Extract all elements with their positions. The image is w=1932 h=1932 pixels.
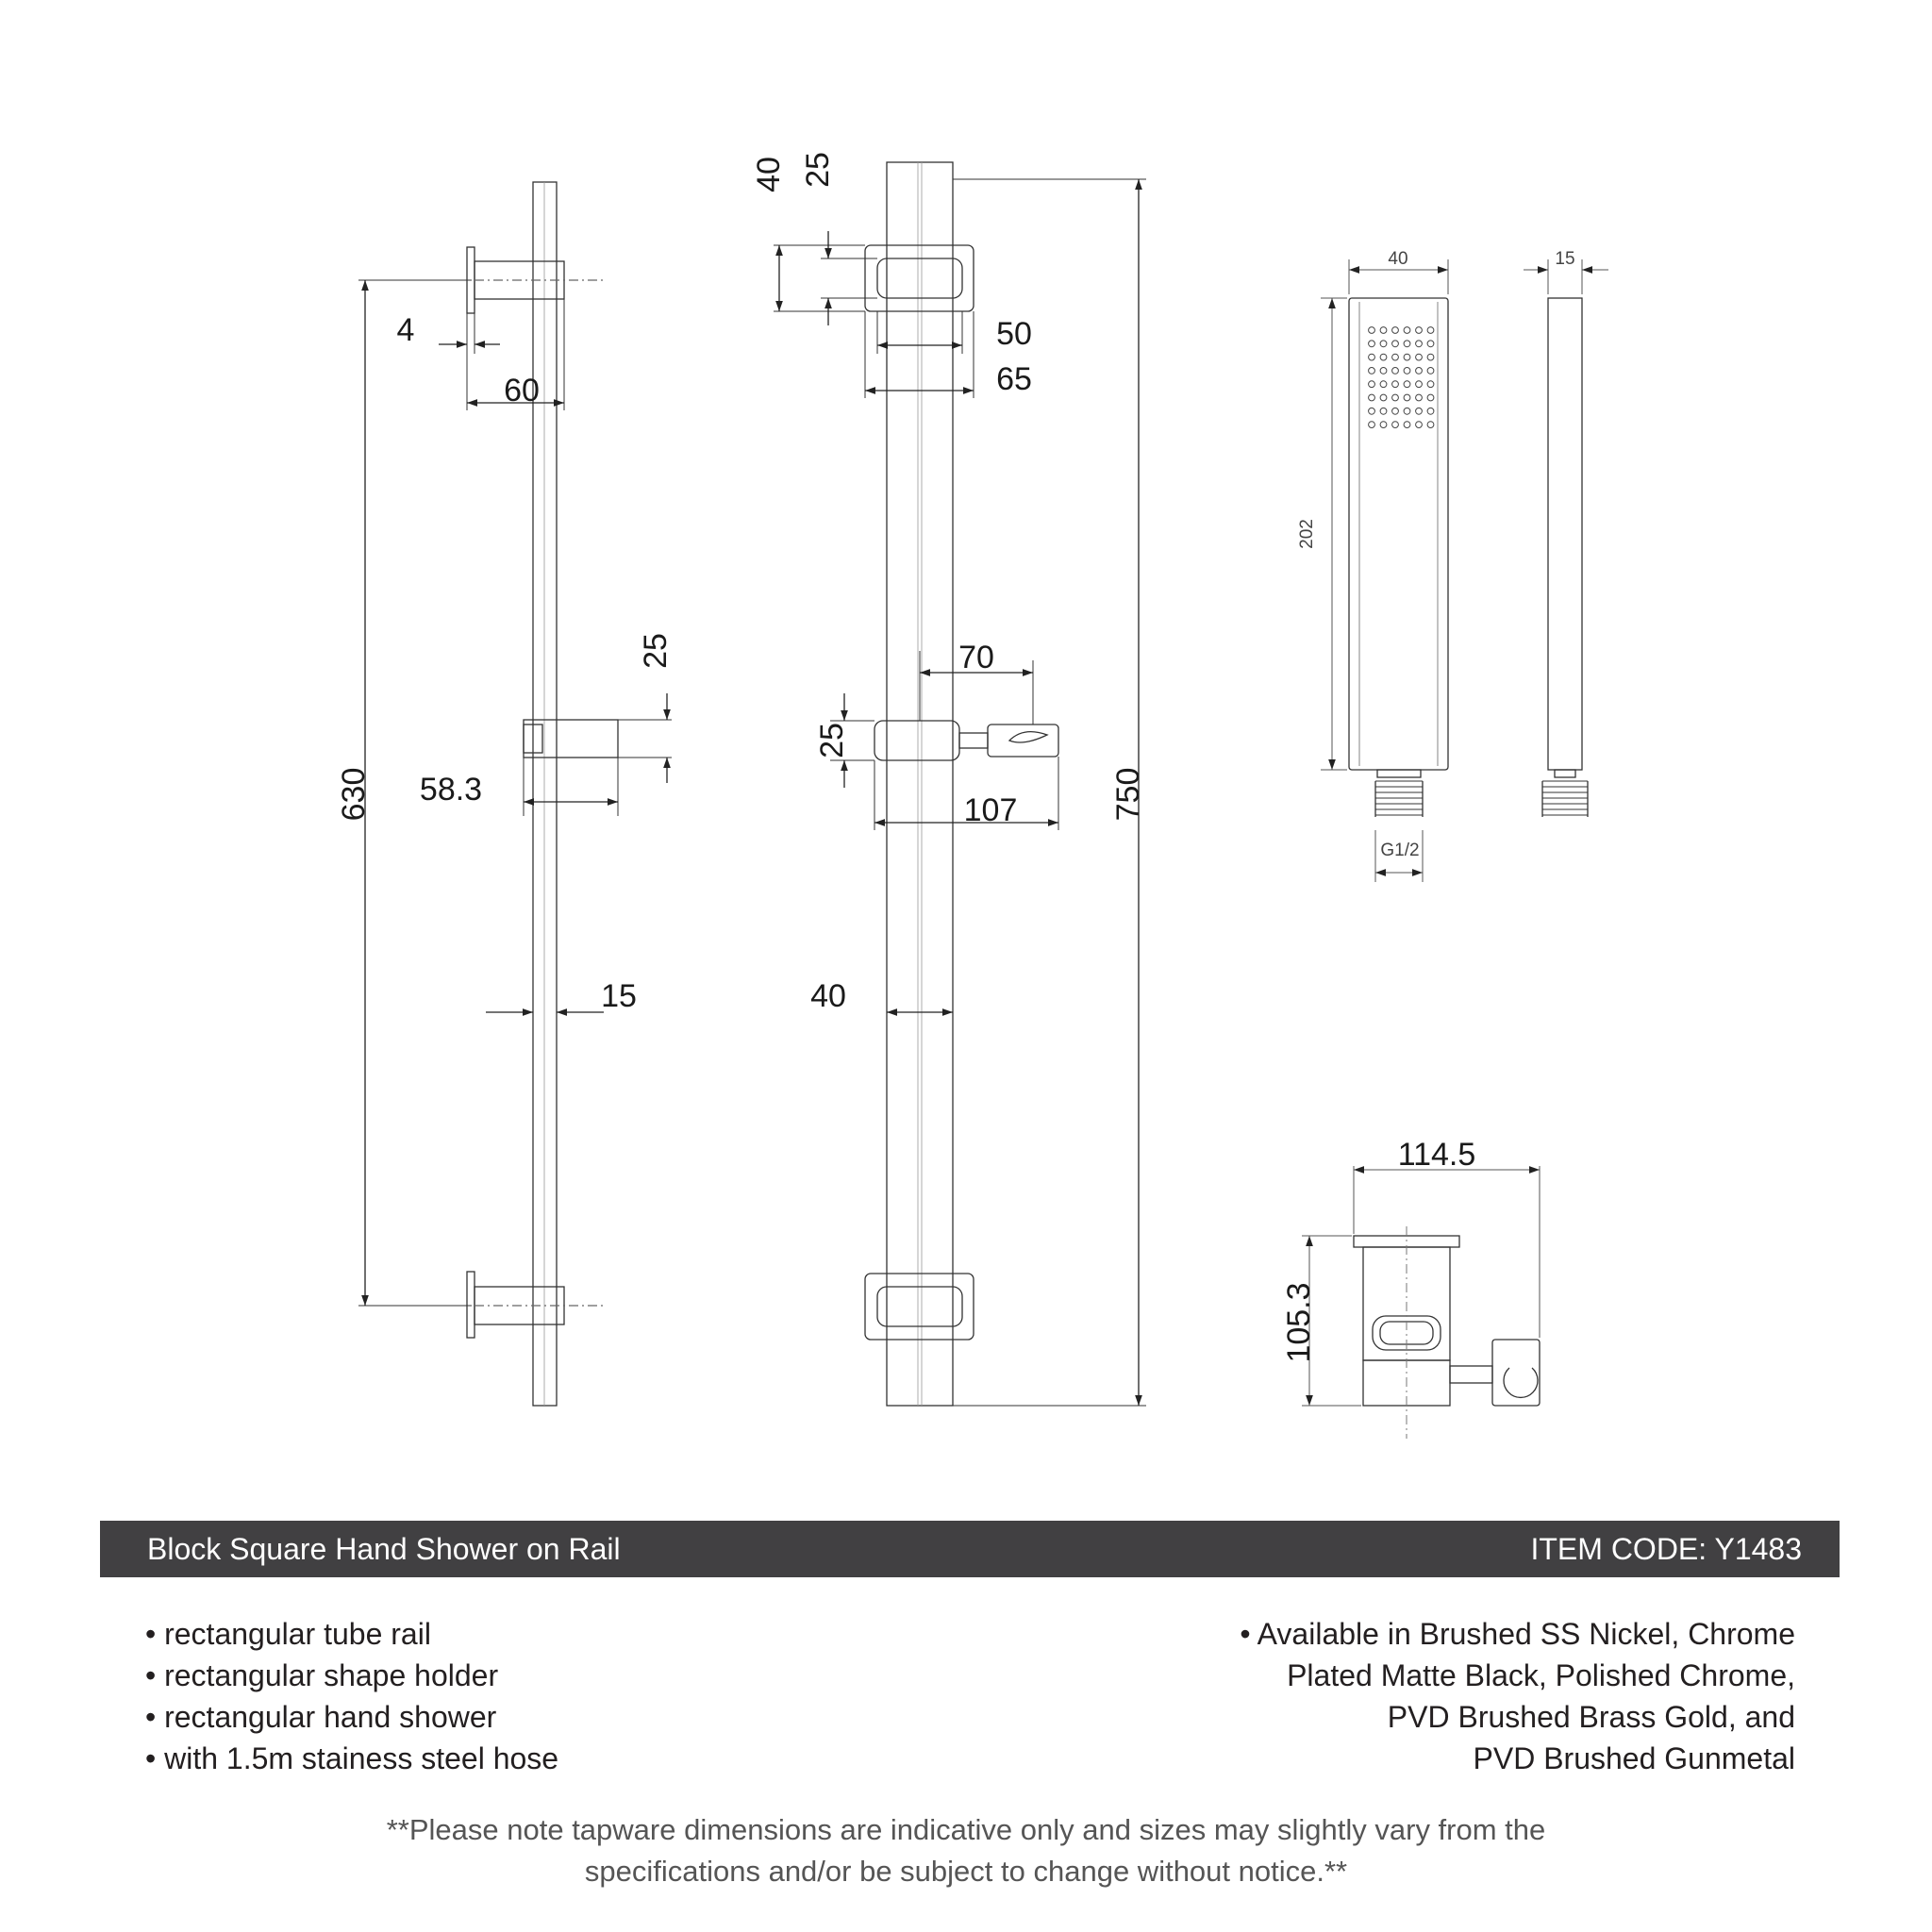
spray-nozzle: [1392, 408, 1399, 414]
spray-nozzle: [1416, 341, 1423, 347]
side-bottom-bracket: [467, 1272, 604, 1338]
finish-item: PVD Brushed Gunmetal: [1473, 1741, 1795, 1775]
spray-nozzle: [1380, 422, 1387, 428]
spray-nozzle: [1380, 381, 1387, 388]
spray-nozzle: [1427, 381, 1434, 388]
dim-front-holder-25: 25: [814, 723, 850, 758]
side-top-bracket: [467, 247, 604, 313]
finish-item: Plated Matte Black, Polished Chrome,: [1287, 1658, 1795, 1692]
wall-holder-dimensions: [1302, 1166, 1540, 1406]
dim-holder-width: 114.5: [1397, 1137, 1476, 1173]
spray-nozzle: [1427, 341, 1434, 347]
hand-shower-labels: [1297, 249, 1575, 860]
dim-front-bracket-25: 25: [800, 152, 836, 188]
feature-list: [145, 1613, 558, 1779]
side-view-labels: [336, 312, 674, 1014]
spray-nozzle: [1416, 381, 1423, 388]
spray-nozzle: [1427, 354, 1434, 360]
dim-side-bracket-depth: 60: [504, 373, 540, 408]
hand-shower-thread: [1375, 770, 1423, 817]
dim-handset-length: 202: [1297, 519, 1317, 549]
spray-nozzle: [1392, 341, 1399, 347]
wall-holder-labels: [1281, 1137, 1475, 1363]
front-bottom-bracket: [865, 1274, 974, 1340]
disclaimer-note: [0, 1809, 1932, 1892]
item-code: ITEM CODE: Y1483: [1530, 1532, 1802, 1566]
product-title-bar: [100, 1521, 1840, 1577]
front-middle-holder: [874, 721, 1058, 760]
dim-front-rail-width: 40: [810, 978, 846, 1014]
dim-side-height: 630: [336, 767, 372, 822]
spray-nozzle: [1416, 368, 1423, 375]
spray-nozzle: [1427, 327, 1434, 334]
spray-nozzle: [1404, 341, 1410, 347]
finish-item: • Available in Brushed SS Nickel, Chrome: [1240, 1617, 1795, 1651]
side-rail: [533, 182, 557, 1406]
spray-nozzle: [1427, 408, 1434, 414]
spray-nozzle: [1380, 408, 1387, 414]
spray-nozzle: [1392, 368, 1399, 375]
spray-nozzle: [1392, 422, 1399, 428]
spray-nozzle: [1392, 381, 1399, 388]
spray-nozzle: [1392, 354, 1399, 360]
dim-front-height: 750: [1110, 767, 1146, 822]
spray-nozzle: [1369, 368, 1375, 375]
spray-nozzle-grid: [1369, 327, 1434, 428]
spray-nozzle: [1380, 394, 1387, 401]
dim-front-bracket-40: 40: [751, 157, 787, 192]
feature-item: • rectangular tube rail: [145, 1617, 431, 1651]
spray-nozzle: [1404, 381, 1410, 388]
side-middle-holder: [524, 720, 618, 758]
spray-nozzle: [1404, 354, 1410, 360]
dim-front-holder-70: 70: [958, 640, 994, 675]
spray-nozzle: [1416, 422, 1423, 428]
dim-side-holder-depth: 58.3: [419, 772, 483, 808]
dim-side-holder-height: 25: [638, 633, 674, 669]
dim-handset-width: 40: [1388, 249, 1408, 269]
spray-nozzle: [1380, 341, 1387, 347]
spray-nozzle: [1404, 394, 1410, 401]
disclaimer-line: specifications and/or be subject to change without notice.**: [584, 1855, 1348, 1888]
front-top-bracket: [865, 245, 974, 311]
wall-outlet-holder: [1354, 1226, 1540, 1439]
dim-front-holder-107: 107: [963, 792, 1018, 828]
front-view: [774, 162, 1146, 1406]
spray-nozzle: [1427, 394, 1434, 401]
hand-shower-front: [1349, 298, 1448, 817]
product-title: Block Square Hand Shower on Rail: [147, 1532, 621, 1566]
dim-side-rail-depth: 15: [601, 978, 637, 1014]
spray-nozzle: [1404, 422, 1410, 428]
hand-shower-dimensions: [1321, 259, 1608, 882]
front-view-labels: [751, 152, 1146, 1014]
dim-handset-thread: G1/2: [1380, 841, 1420, 860]
dim-front-bracket-65: 65: [996, 361, 1032, 397]
dim-front-bracket-50: 50: [996, 316, 1032, 352]
spray-nozzle: [1404, 327, 1410, 334]
spray-nozzle: [1416, 354, 1423, 360]
spray-nozzle: [1369, 394, 1375, 401]
feature-item: • rectangular hand shower: [145, 1700, 497, 1734]
spray-nozzle: [1380, 354, 1387, 360]
spray-nozzle: [1369, 381, 1375, 388]
spray-nozzle: [1369, 408, 1375, 414]
disclaimer-line: **Please note tapware dimensions are indicative only and sizes may slightly vary from the: [386, 1813, 1546, 1846]
dim-holder-height: 105.3: [1281, 1282, 1317, 1363]
finish-list: [1240, 1613, 1795, 1779]
dim-side-bracket-offset: 4: [396, 312, 415, 348]
spray-nozzle: [1369, 327, 1375, 334]
spray-nozzle: [1404, 368, 1410, 375]
dim-handset-depth: 15: [1555, 249, 1575, 269]
spray-nozzle: [1369, 354, 1375, 360]
spray-nozzle: [1416, 408, 1423, 414]
spray-nozzle: [1392, 327, 1399, 334]
spray-nozzle: [1416, 394, 1423, 401]
feature-item: • with 1.5m stainess steel hose: [145, 1741, 559, 1775]
side-view: [358, 182, 672, 1406]
spray-nozzle: [1369, 422, 1375, 428]
spray-nozzle: [1380, 368, 1387, 375]
spray-nozzle: [1404, 408, 1410, 414]
finish-item: PVD Brushed Brass Gold, and: [1387, 1700, 1795, 1734]
spray-nozzle: [1427, 368, 1434, 375]
spray-nozzle: [1369, 341, 1375, 347]
spray-nozzle: [1416, 327, 1423, 334]
hand-shower-side: [1542, 298, 1588, 817]
front-rail: [887, 162, 953, 1406]
spray-nozzle: [1380, 327, 1387, 334]
spray-nozzle: [1392, 394, 1399, 401]
feature-item: • rectangular shape holder: [145, 1658, 499, 1692]
spray-nozzle: [1427, 422, 1434, 428]
